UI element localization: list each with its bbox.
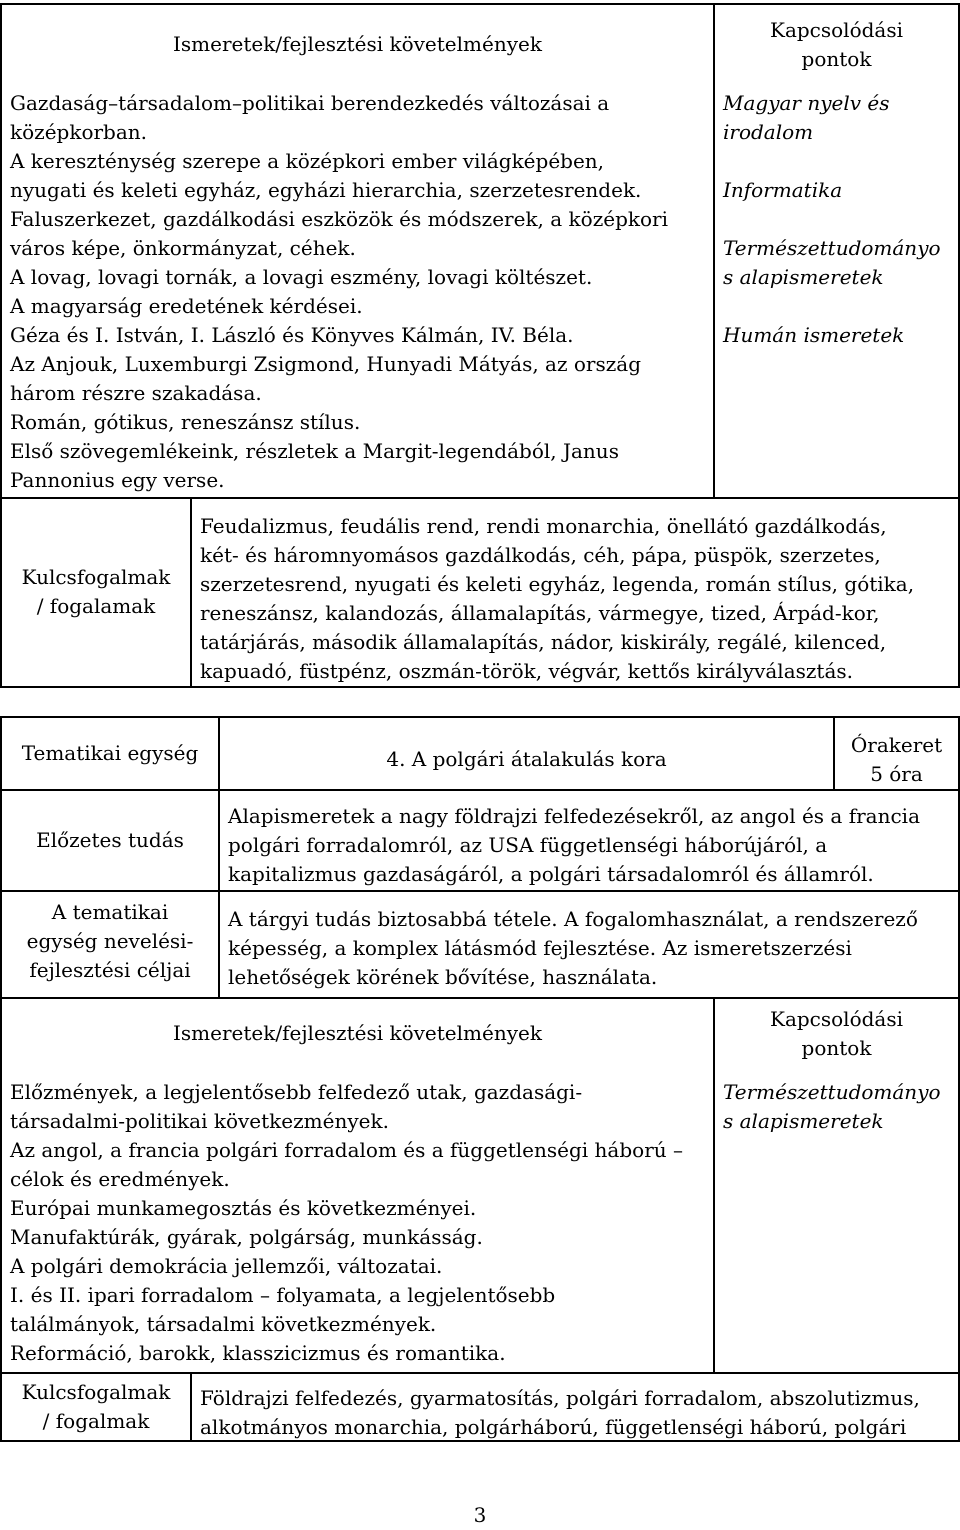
prior-knowledge: Alapismeretek a nagy földrajzi felfedezésekről, az angol és a francia polgári forradalomról, az USA függetlenségi háborújáról, a kapitalizmus gazdaságáról, a polgári társadalomról és államról.: [228, 804, 921, 886]
table1-keywords: Feudalizmus, feudális rend, rendi monarchia, önellátó gazdálkodás, két- és háromnyomásos gazdálkodás, céh, pápa, püspök, szerzetes, szerzetesrend, nyugati és keleti egyház, legenda, román stílus, gótika, reneszánsz, kalandozás, államalapítás, vármegye, tized, Árpád-kor, tatárjárás, második államalapítás, nádor, kiskirály, regálé, kilenced, kapuadó, füstpénz, oszmán-török, végvár, kettős királyválasztás.: [200, 514, 915, 683]
table3-content: Előzmények, a legjelentősebb felfedező utak, gazdasági- társadalmi-politikai következmények. Az angol, a francia polgári forradalom és a függetlenségi háború – célok és eredmények. Európai munkamegosztás és következményei. Manufaktúrák, gyárak, polgárság, munkásság. A polgári demokrácia jellemzői, változatai. I. és II. ipari forradalom – folyamata, a legjelentősebb találmányok, társadalmi következmények. Reformáció, barokk, klasszicizmus és romantika.: [10, 1080, 683, 1365]
table1-keywords-label: Kulcsfogalmak / fogalamak: [21, 565, 171, 618]
table1-header-connections: Kapcsolódási pontok: [770, 18, 903, 71]
goals: A tárgyi tudás biztosabbá tétele. A fogalomhasználat, a rendszerező képesség, a komplex látásmód fejlesztése. Az ismeretszerzési lehetőségek körének bővítése, használata.: [228, 907, 918, 989]
unit-title: 4. A polgári átalakulás kora: [386, 747, 667, 771]
prior-knowledge-label: Előzetes tudás: [36, 828, 184, 852]
table3-keywords-label: Kulcsfogalmak / fogalmak: [21, 1380, 171, 1433]
table3-links: Természettudományo s alapismeretek: [723, 1080, 941, 1133]
table1-header-requirements: Ismeretek/fejlesztési követelmények: [173, 32, 542, 56]
table1-links: Magyar nyelv és irodalom Informatika Természettudományo s alapismeretek Humán ismeretek: [723, 91, 941, 347]
table3-header-requirements: Ismeretek/fejlesztési követelmények: [173, 1021, 542, 1045]
table3-keywords: Földrajzi felfedezés, gyarmatosítás, polgári forradalom, abszolutizmus, alkotmányos monarchia, polgárháború, függetlenségi háború, polgári: [200, 1386, 920, 1439]
page-number: 3: [473, 1503, 487, 1527]
table3-header-connections: Kapcsolódási pontok: [770, 1007, 903, 1060]
table1-content: Gazdaság–társadalom–politikai berendezkedés változásai a középkorban. A kereszténység szerepe a középkori ember világképében, nyugati és keleti egyház, egyházi hierarchia, szerzetesrendek. Faluszerkezet, gazdálkodási eszközök és módszerek, a középkori város képe, önkormányzat, céhek. A lovag, lovagi tornák, a lovagi eszmény, lovagi költészet. A magyarság eredetének kérdései. Géza és I. István, I. László és Könyves Kálmán, IV. Béla. Az Anjouk, Luxemburgi Zsigmond, Hunyadi Mátyás, az ország három részre szakadása. Román, gótikus, reneszánsz stílus. Első szövegemlékeink, részletek a Margit-legendából, Janus Pannonius egy verse.: [10, 91, 669, 492]
hours-cell: Órakeret 5 óra: [850, 733, 943, 786]
goals-label: A tematikai egység nevelési- fejlesztési céljai: [26, 900, 194, 982]
unit-label: Tematikai egység: [21, 741, 199, 765]
